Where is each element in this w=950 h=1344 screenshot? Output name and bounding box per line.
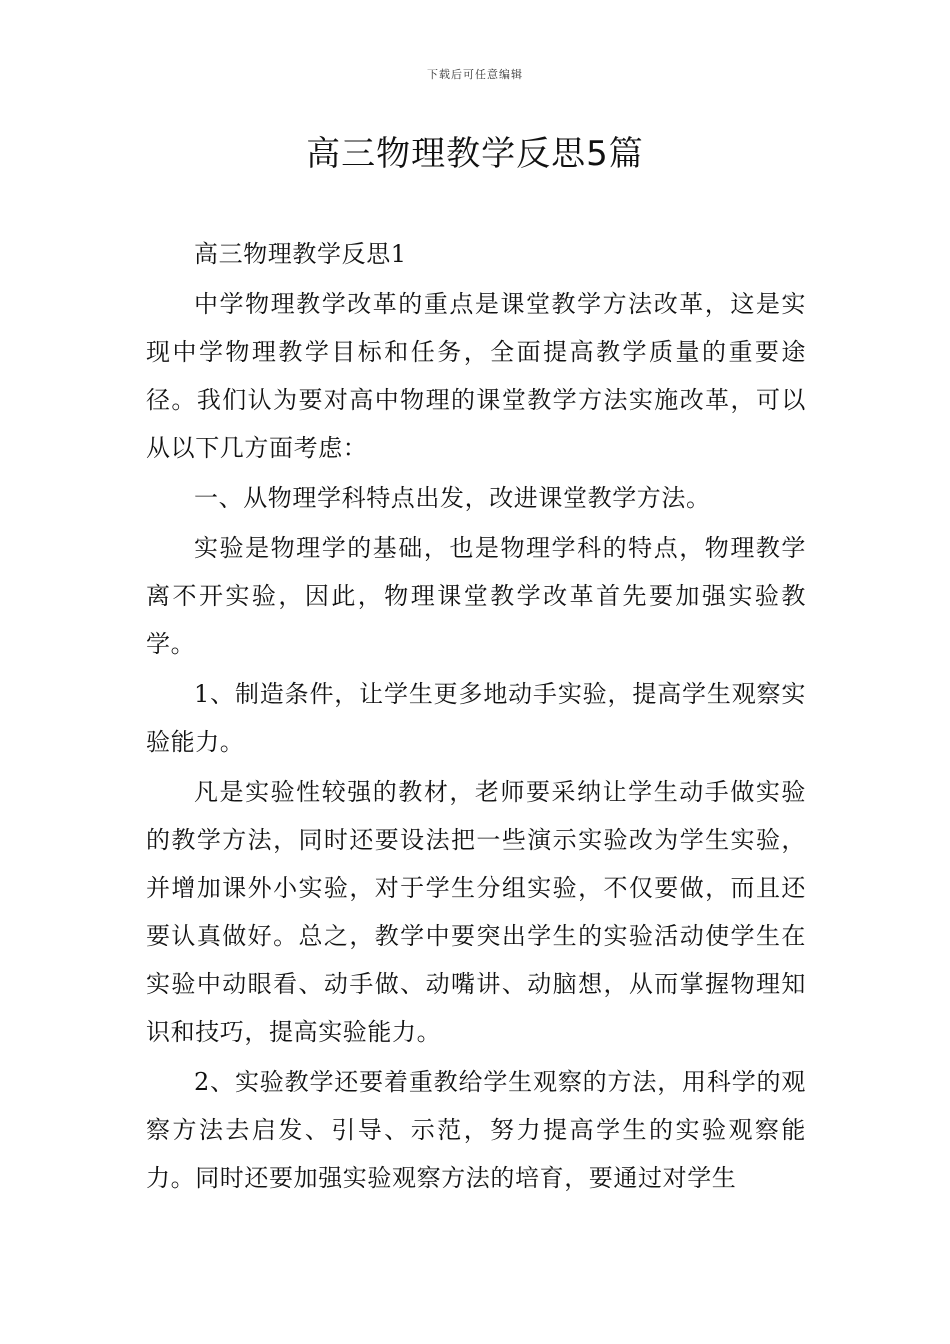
header-note: 下载后可任意编辑 xyxy=(427,68,523,81)
paragraph: 凡是实验性较强的教材，老师要采纳让学生动手做实验的教学方法，同时还要设法把一些演示实验改为学生实验，并增加课外小实验，对于学生分组实验，不仅要做，而且还要认真做好。总之，教学中要突出学生的实验活动使学生在实验中动眼看、动手做、动嘴讲、动脑想，从而掌握物理知识和技巧，提高实验能力。 xyxy=(146,778,806,1046)
paragraph: 实验是物理学的基础，也是物理学科的特点，物理教学离不开实验，因此，物理课堂教学改革首先要加强实验教学。 xyxy=(146,534,806,658)
paragraph: 中学物理教学改革的重点是课堂教学方法改革，这是实现中学物理教学目标和任务，全面提高教学质量的重要途径。我们认为要对高中物理的课堂教学方法实施改革，可以从以下几方面考虑： xyxy=(146,290,806,462)
document-title: 高三物理教学反思5篇 xyxy=(306,134,644,174)
section-heading: 高三物理教学反思1 xyxy=(194,240,407,268)
document-body xyxy=(146,230,806,1202)
paragraph: 2、实验教学还要着重教给学生观察的方法，用科学的观察方法去启发、引导、示范，努力提高学生的实验观察能力。同时还要加强实验观察方法的培育，要通过对学生 xyxy=(146,1068,806,1192)
paragraph: 1、制造条件，让学生更多地动手实验，提高学生观察实验能力。 xyxy=(146,680,806,756)
paragraph: 一、从物理学科特点出发，改进课堂教学方法。 xyxy=(194,484,711,512)
